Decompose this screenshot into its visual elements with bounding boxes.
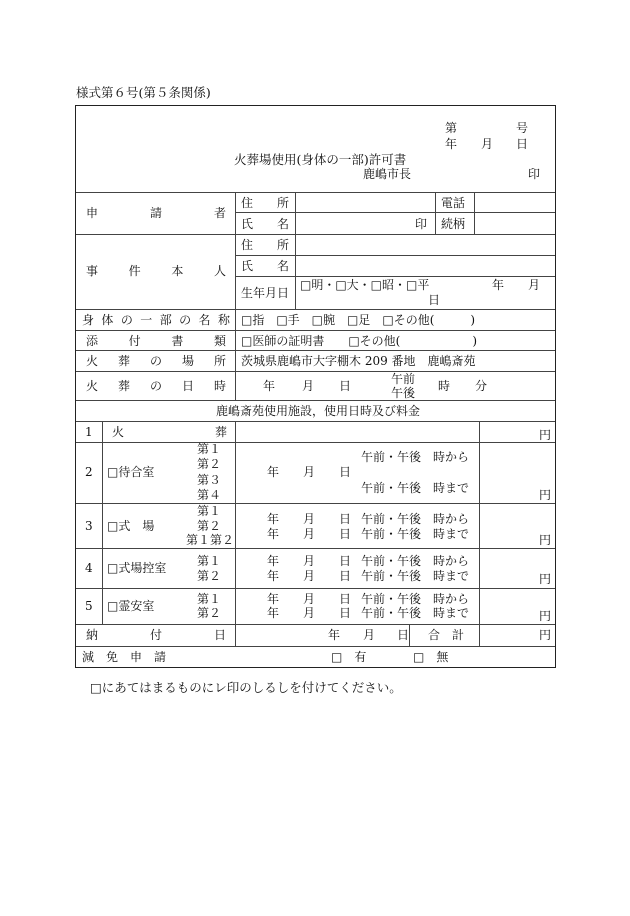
facility-2-sub-4: 第４ [197,488,222,502]
facility-5-year-from: 年 [267,592,280,606]
applicant-seal: 印 [415,217,428,231]
attachments-options: □医師の証明書 □その他( ) [241,334,478,348]
facility-2-ampm-to: 午前・午後 [361,481,422,495]
permit-form-table [75,105,556,668]
facility-3-year-to: 年 [267,527,280,541]
person-name-label: 氏 名 [241,259,289,273]
facility-5-sub-2: 第２ [197,606,222,620]
datetime-pm: 午後 [391,386,416,400]
facility-5-day-from: 日 [339,592,352,606]
facility-4-year-to: 年 [267,569,280,583]
facility-3-to: 時まで [433,527,470,541]
facility-2-year: 年 [267,465,280,479]
date-month: 月 [481,137,494,151]
payment-date-label: 納 付 日 [86,628,226,642]
facility-2-sub-2: 第２ [197,457,222,471]
applicant-address-label: 住 所 [241,196,289,210]
applicant-phone-label: 電話 [441,196,466,210]
facility-4-sub-2: 第２ [197,569,222,583]
reduction-no: □ 無 [413,650,449,664]
footnote: □にあてはまるものにレ印のしるしを付けてください。 [90,680,402,695]
facility-3-sub-3: 第１第２ [186,533,235,547]
facility-4-to: 時まで [433,569,470,583]
datetime-hour: 時 [438,379,451,393]
facility-3-day-to: 日 [339,527,352,541]
facility-4-number: 4 [85,561,93,575]
attachments-label: 添 付 書 類 [86,334,226,348]
datetime-year: 年 [263,379,276,393]
payment-month: 月 [363,628,376,642]
form-number-label: 様式第６号(第５条関係) [76,85,211,100]
facility-1-yen: 円 [539,428,552,442]
facility-3-sub-2: 第２ [197,519,222,533]
facility-5-month-to: 月 [303,606,316,620]
facility-3-month-from: 月 [303,512,316,526]
datetime-label: 火 葬 の 日 時 [86,379,226,393]
facility-2-sub-3: 第３ [197,473,222,487]
facility-1-number: 1 [85,425,93,439]
datetime-minute: 分 [475,379,488,393]
birth-day: 日 [428,293,441,307]
facility-2-sub-1: 第１ [197,442,222,456]
facility-heading: 鹿嶋斎苑使用施設，使用日時及び料金 [216,404,421,418]
issuer-name: 鹿嶋市長 [363,167,412,181]
era-options: □明・□大・□昭・□平 [300,278,430,292]
facility-2-to: 時まで [433,481,470,495]
facility-4-day-to: 日 [339,569,352,583]
facility-2-ampm-from: 午前・午後 [361,450,422,464]
number-dai: 第 [445,121,458,135]
reduction-yes: □ 有 [331,650,367,664]
facility-2-name: □待合室 [107,465,155,479]
applicant-relation-label: 続柄 [441,217,466,231]
facility-3-month-to: 月 [303,527,316,541]
facility-3-name: □式 場 [107,519,155,533]
total-yen: 円 [539,628,552,642]
facility-4-sub-1: 第１ [197,554,222,568]
facility-4-month-from: 月 [303,554,316,568]
facility-5-month-from: 月 [303,592,316,606]
birth-year: 年 [492,278,505,292]
number-go: 号 [516,121,529,135]
place-label: 火 葬 の 場 所 [86,354,226,368]
datetime-am: 午前 [391,372,416,386]
person-address-label: 住 所 [241,238,289,252]
facility-3-number: 3 [85,519,93,533]
facility-5-ampm-from: 午前・午後 [361,592,422,606]
facility-3-day-from: 日 [339,512,352,526]
facility-4-name: □式場控室 [107,561,167,575]
birth-date-label: 生年月日 [241,286,290,300]
facility-2-month: 月 [303,465,316,479]
facility-5-number: 5 [85,599,93,613]
facility-4-day-from: 日 [339,554,352,568]
facility-5-day-to: 日 [339,606,352,620]
body-part-label: 身 体 の 一 部 の 名 称 [82,313,230,327]
permit-title: 火葬場使用(身体の一部)許可書 [234,152,407,167]
facility-5-ampm-to: 午前・午後 [361,606,422,620]
facility-5-to: 時まで [433,606,470,620]
facility-5-yen: 円 [539,609,552,623]
place-value: 茨城県鹿嶋市大字棚木 209 番地 鹿嶋斎苑 [241,354,476,368]
person-label: 事 件 本 人 [86,264,226,278]
body-part-options: □指 □手 □腕 □足 □その他( ) [241,313,476,327]
facility-2-from: 時から [433,450,470,464]
total-label: 合 計 [428,628,464,642]
datetime-month: 月 [302,379,315,393]
facility-5-year-to: 年 [267,606,280,620]
facility-3-ampm-from: 午前・午後 [361,512,422,526]
facility-4-ampm-from: 午前・午後 [361,554,422,568]
facility-2-yen: 円 [539,488,552,502]
datetime-day: 日 [339,379,352,393]
date-day: 日 [516,137,529,151]
facility-3-year-from: 年 [267,512,280,526]
facility-4-yen: 円 [539,572,552,586]
reduction-label: 減 免 申 請 [82,650,166,664]
payment-day: 日 [397,628,410,642]
applicant-label: 申 請 者 [86,206,226,220]
birth-month: 月 [528,278,541,292]
facility-4-ampm-to: 午前・午後 [361,569,422,583]
facility-5-name: □霊安室 [107,599,155,613]
facility-3-ampm-to: 午前・午後 [361,527,422,541]
facility-4-year-from: 年 [267,554,280,568]
facility-3-yen: 円 [539,533,552,547]
payment-year: 年 [328,628,341,642]
facility-3-from: 時から [433,512,470,526]
facility-1-name: 火 葬 [112,425,227,439]
applicant-name-label: 氏 名 [241,217,289,231]
facility-3-sub-1: 第１ [197,504,222,518]
facility-4-month-to: 月 [303,569,316,583]
issuer-seal: 印 [528,167,541,181]
facility-5-sub-1: 第１ [197,592,222,606]
facility-2-day: 日 [339,465,352,479]
facility-5-from: 時から [433,592,470,606]
date-year: 年 [445,137,458,151]
facility-4-from: 時から [433,554,470,568]
facility-2-number: 2 [85,465,93,479]
